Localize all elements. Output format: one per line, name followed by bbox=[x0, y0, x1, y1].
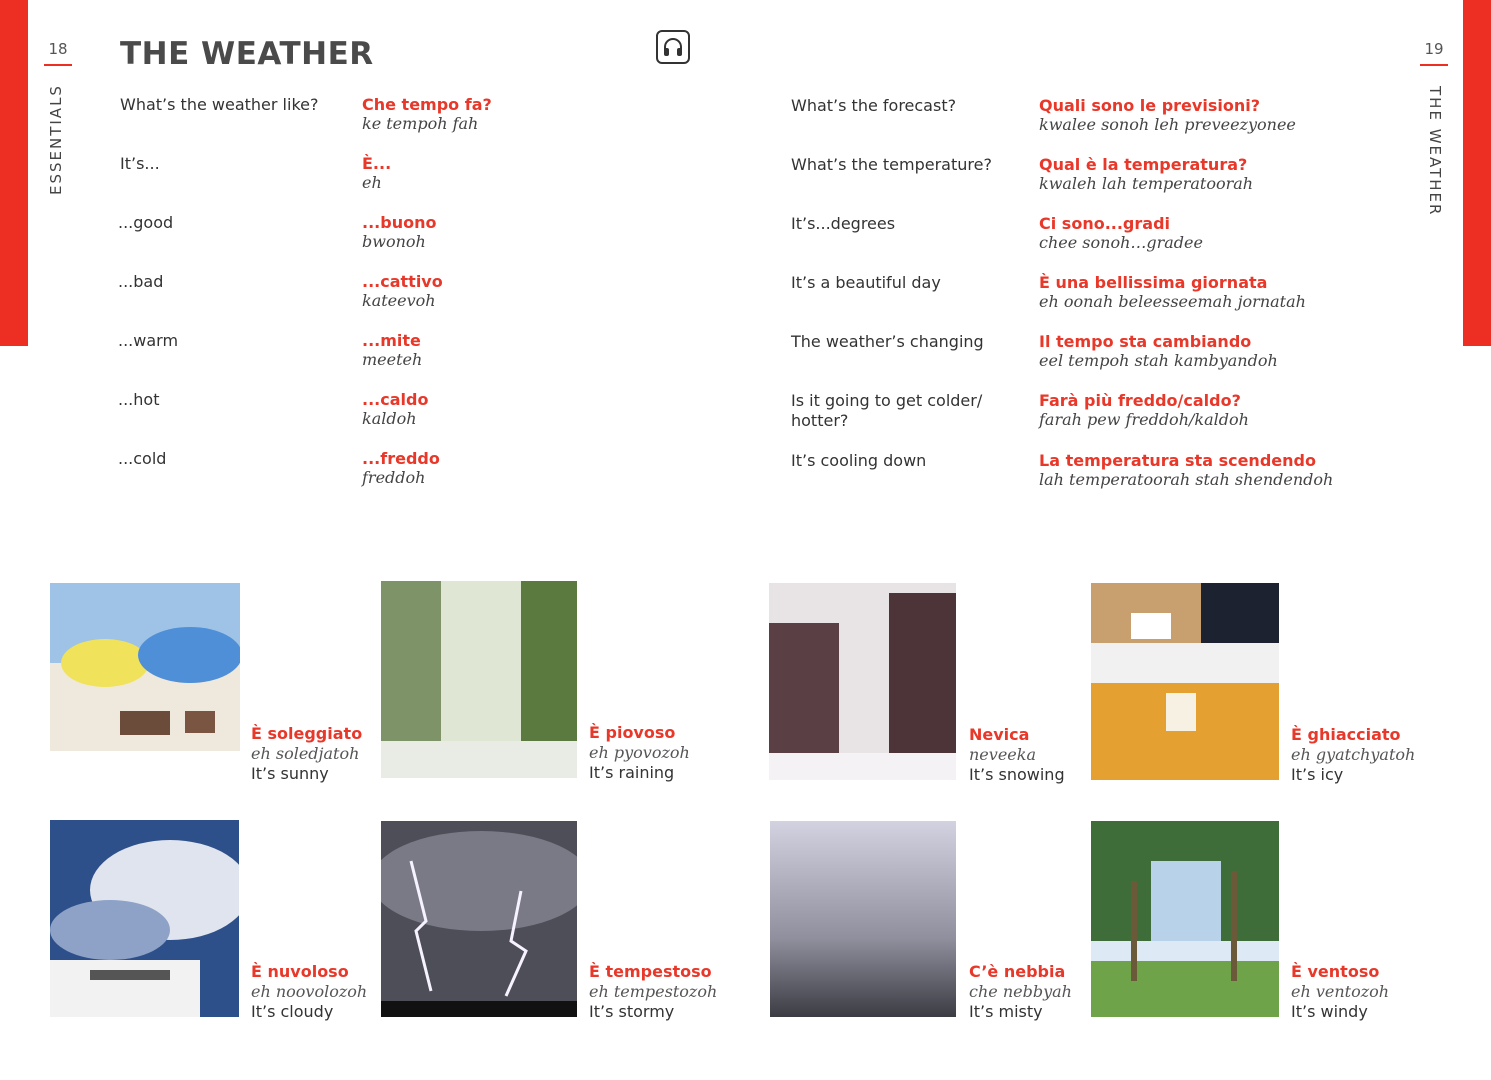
phrase-italian: La temperatura sta scendendo bbox=[1039, 451, 1316, 470]
phrase-italian: Il tempo sta cambiando bbox=[1039, 332, 1252, 351]
phrase-pronunciation: chee sonoh…gradee bbox=[1039, 233, 1203, 252]
phrase-pronunciation: freddoh bbox=[362, 468, 426, 487]
caption-english: It’s stormy bbox=[589, 1002, 675, 1021]
caption-english: It’s snowing bbox=[969, 765, 1065, 784]
caption-pronunciation: eh tempestozoh bbox=[589, 982, 718, 1001]
photo-cloudy bbox=[50, 820, 239, 1017]
phrase-italian-block bbox=[1039, 332, 1278, 370]
caption-italian: È ghiacciato bbox=[1291, 725, 1401, 744]
caption-english: It’s icy bbox=[1291, 765, 1344, 784]
phrase-italian-block bbox=[362, 390, 428, 428]
phrase-pronunciation: eh bbox=[362, 173, 382, 192]
phrase-english: It’s a beautiful day bbox=[791, 273, 941, 292]
phrase-pronunciation: lah temperatoorah stah shendendoh bbox=[1039, 470, 1334, 489]
phrase-italian-block bbox=[1039, 273, 1306, 311]
phrase-italian-block bbox=[1039, 96, 1296, 134]
phrase-english-line: Is it going to get colder/ bbox=[791, 391, 983, 410]
phrase-english: ...cold bbox=[118, 449, 167, 468]
phrase-english: ...warm bbox=[118, 331, 179, 350]
phrase-english: ...bad bbox=[118, 272, 164, 291]
phrase-pronunciation: meeteh bbox=[362, 350, 423, 369]
phrase-italian: ...buono bbox=[362, 213, 437, 232]
caption-pronunciation: eh gyatchyatoh bbox=[1291, 745, 1416, 764]
caption-pronunciation: eh noovolozoh bbox=[251, 982, 368, 1001]
caption-pronunciation: che nebbyah bbox=[969, 982, 1072, 1001]
phrase-pronunciation: kaldoh bbox=[362, 409, 417, 428]
phrase-italian: È una bellissima giornata bbox=[1039, 273, 1268, 292]
caption-stormy bbox=[589, 962, 717, 1022]
phrase-pronunciation: eh oonah beleesseemah jornatah bbox=[1039, 292, 1306, 311]
phrase-italian-block bbox=[362, 95, 492, 133]
phrase-italian: Qual è la temperatura? bbox=[1039, 155, 1248, 174]
phrase-italian-block bbox=[362, 331, 422, 369]
side-label-essentials: ESSENTIALS bbox=[47, 84, 65, 195]
caption-pronunciation: eh pyovozoh bbox=[589, 743, 690, 762]
phrase-pronunciation: bwonoh bbox=[362, 232, 426, 251]
phrase-italian-block bbox=[362, 449, 440, 487]
phrase-italian-block bbox=[1039, 155, 1253, 193]
phrase-english: What’s the forecast? bbox=[791, 96, 957, 115]
phrase-english: What’s the temperature? bbox=[791, 155, 992, 174]
phrase-english: It’s... bbox=[120, 154, 160, 173]
phrase-italian: Quali sono le previsioni? bbox=[1039, 96, 1260, 115]
caption-italian: C’è nebbia bbox=[969, 962, 1066, 981]
phrase-english: ...good bbox=[118, 213, 174, 232]
left-edge-bar bbox=[0, 0, 28, 346]
phrase-english: The weather’s changing bbox=[791, 332, 984, 351]
caption-pronunciation: neveeka bbox=[969, 745, 1036, 764]
caption-icy bbox=[1291, 725, 1415, 785]
phrase-italian: Ci sono...gradi bbox=[1039, 214, 1171, 233]
phrase-pronunciation: kwalee sonoh leh preveezyonee bbox=[1039, 115, 1296, 134]
phrase-italian: Che tempo fa? bbox=[362, 95, 492, 114]
phrase-italian: ...caldo bbox=[362, 390, 429, 409]
phrase-italian: È... bbox=[362, 154, 392, 173]
right-edge-bar bbox=[1463, 0, 1491, 346]
phrase-english: ...hot bbox=[118, 390, 160, 409]
phrase-italian: ...cattivo bbox=[362, 272, 443, 291]
phrase-english: What’s the weather like? bbox=[120, 95, 319, 114]
headphones-icon[interactable] bbox=[656, 30, 690, 64]
caption-english: It’s raining bbox=[589, 763, 675, 782]
caption-italian: È nuvoloso bbox=[251, 962, 349, 981]
caption-sunny bbox=[251, 724, 362, 784]
caption-windy bbox=[1291, 962, 1389, 1022]
page-title: THE WEATHER bbox=[120, 36, 374, 72]
page-number-right: 19 bbox=[1414, 40, 1454, 66]
phrase-english bbox=[791, 391, 982, 431]
caption-snowing bbox=[969, 725, 1065, 785]
caption-english: It’s cloudy bbox=[251, 1002, 334, 1021]
photo-snowing bbox=[769, 583, 956, 780]
phrase-english: It’s...degrees bbox=[791, 214, 896, 233]
phrase-pronunciation: eel tempoh stah kambyandoh bbox=[1039, 351, 1278, 370]
side-label-the-weather: THE WEATHER bbox=[1426, 86, 1444, 217]
phrase-english: It’s cooling down bbox=[791, 451, 927, 470]
caption-italian: È ventoso bbox=[1291, 962, 1380, 981]
phrase-english-line: hotter? bbox=[791, 411, 849, 430]
phrase-italian-block bbox=[1039, 451, 1333, 489]
photo-stormy bbox=[381, 821, 577, 1017]
caption-english: It’s sunny bbox=[251, 764, 329, 783]
caption-english: It’s misty bbox=[969, 1002, 1043, 1021]
caption-pronunciation: eh soledjatoh bbox=[251, 744, 360, 763]
phrase-italian-block bbox=[1039, 391, 1249, 429]
phrase-italian-block bbox=[362, 154, 391, 192]
caption-italian: Nevica bbox=[969, 725, 1030, 744]
photo-sunny bbox=[50, 583, 240, 751]
phrase-italian: Farà più freddo/caldo? bbox=[1039, 391, 1241, 410]
caption-raining bbox=[589, 723, 690, 783]
phrase-italian: ...freddo bbox=[362, 449, 440, 468]
photo-icy bbox=[1091, 583, 1279, 780]
caption-pronunciation: eh ventozoh bbox=[1291, 982, 1390, 1001]
headphones-icon-graphic bbox=[661, 35, 685, 59]
caption-italian: È soleggiato bbox=[251, 724, 363, 743]
caption-english: It’s windy bbox=[1291, 1002, 1368, 1021]
photo-raining bbox=[381, 581, 577, 778]
page-number-left: 18 bbox=[38, 40, 78, 66]
caption-italian: È tempestoso bbox=[589, 962, 712, 981]
phrase-italian-block bbox=[362, 272, 443, 310]
phrase-italian-block bbox=[1039, 214, 1203, 252]
phrase-pronunciation: kwaleh lah temperatoorah bbox=[1039, 174, 1254, 193]
caption-italian: È piovoso bbox=[589, 723, 676, 742]
phrase-pronunciation: farah pew freddoh/kaldoh bbox=[1039, 410, 1249, 429]
phrase-pronunciation: kateevoh bbox=[362, 291, 436, 310]
phrase-italian-block bbox=[362, 213, 436, 251]
phrase-pronunciation: ke tempoh fah bbox=[362, 114, 479, 133]
caption-misty bbox=[969, 962, 1072, 1022]
photo-misty bbox=[770, 821, 956, 1017]
phrase-italian: ...mite bbox=[362, 331, 421, 350]
photo-windy bbox=[1091, 821, 1279, 1017]
caption-cloudy bbox=[251, 962, 367, 1022]
